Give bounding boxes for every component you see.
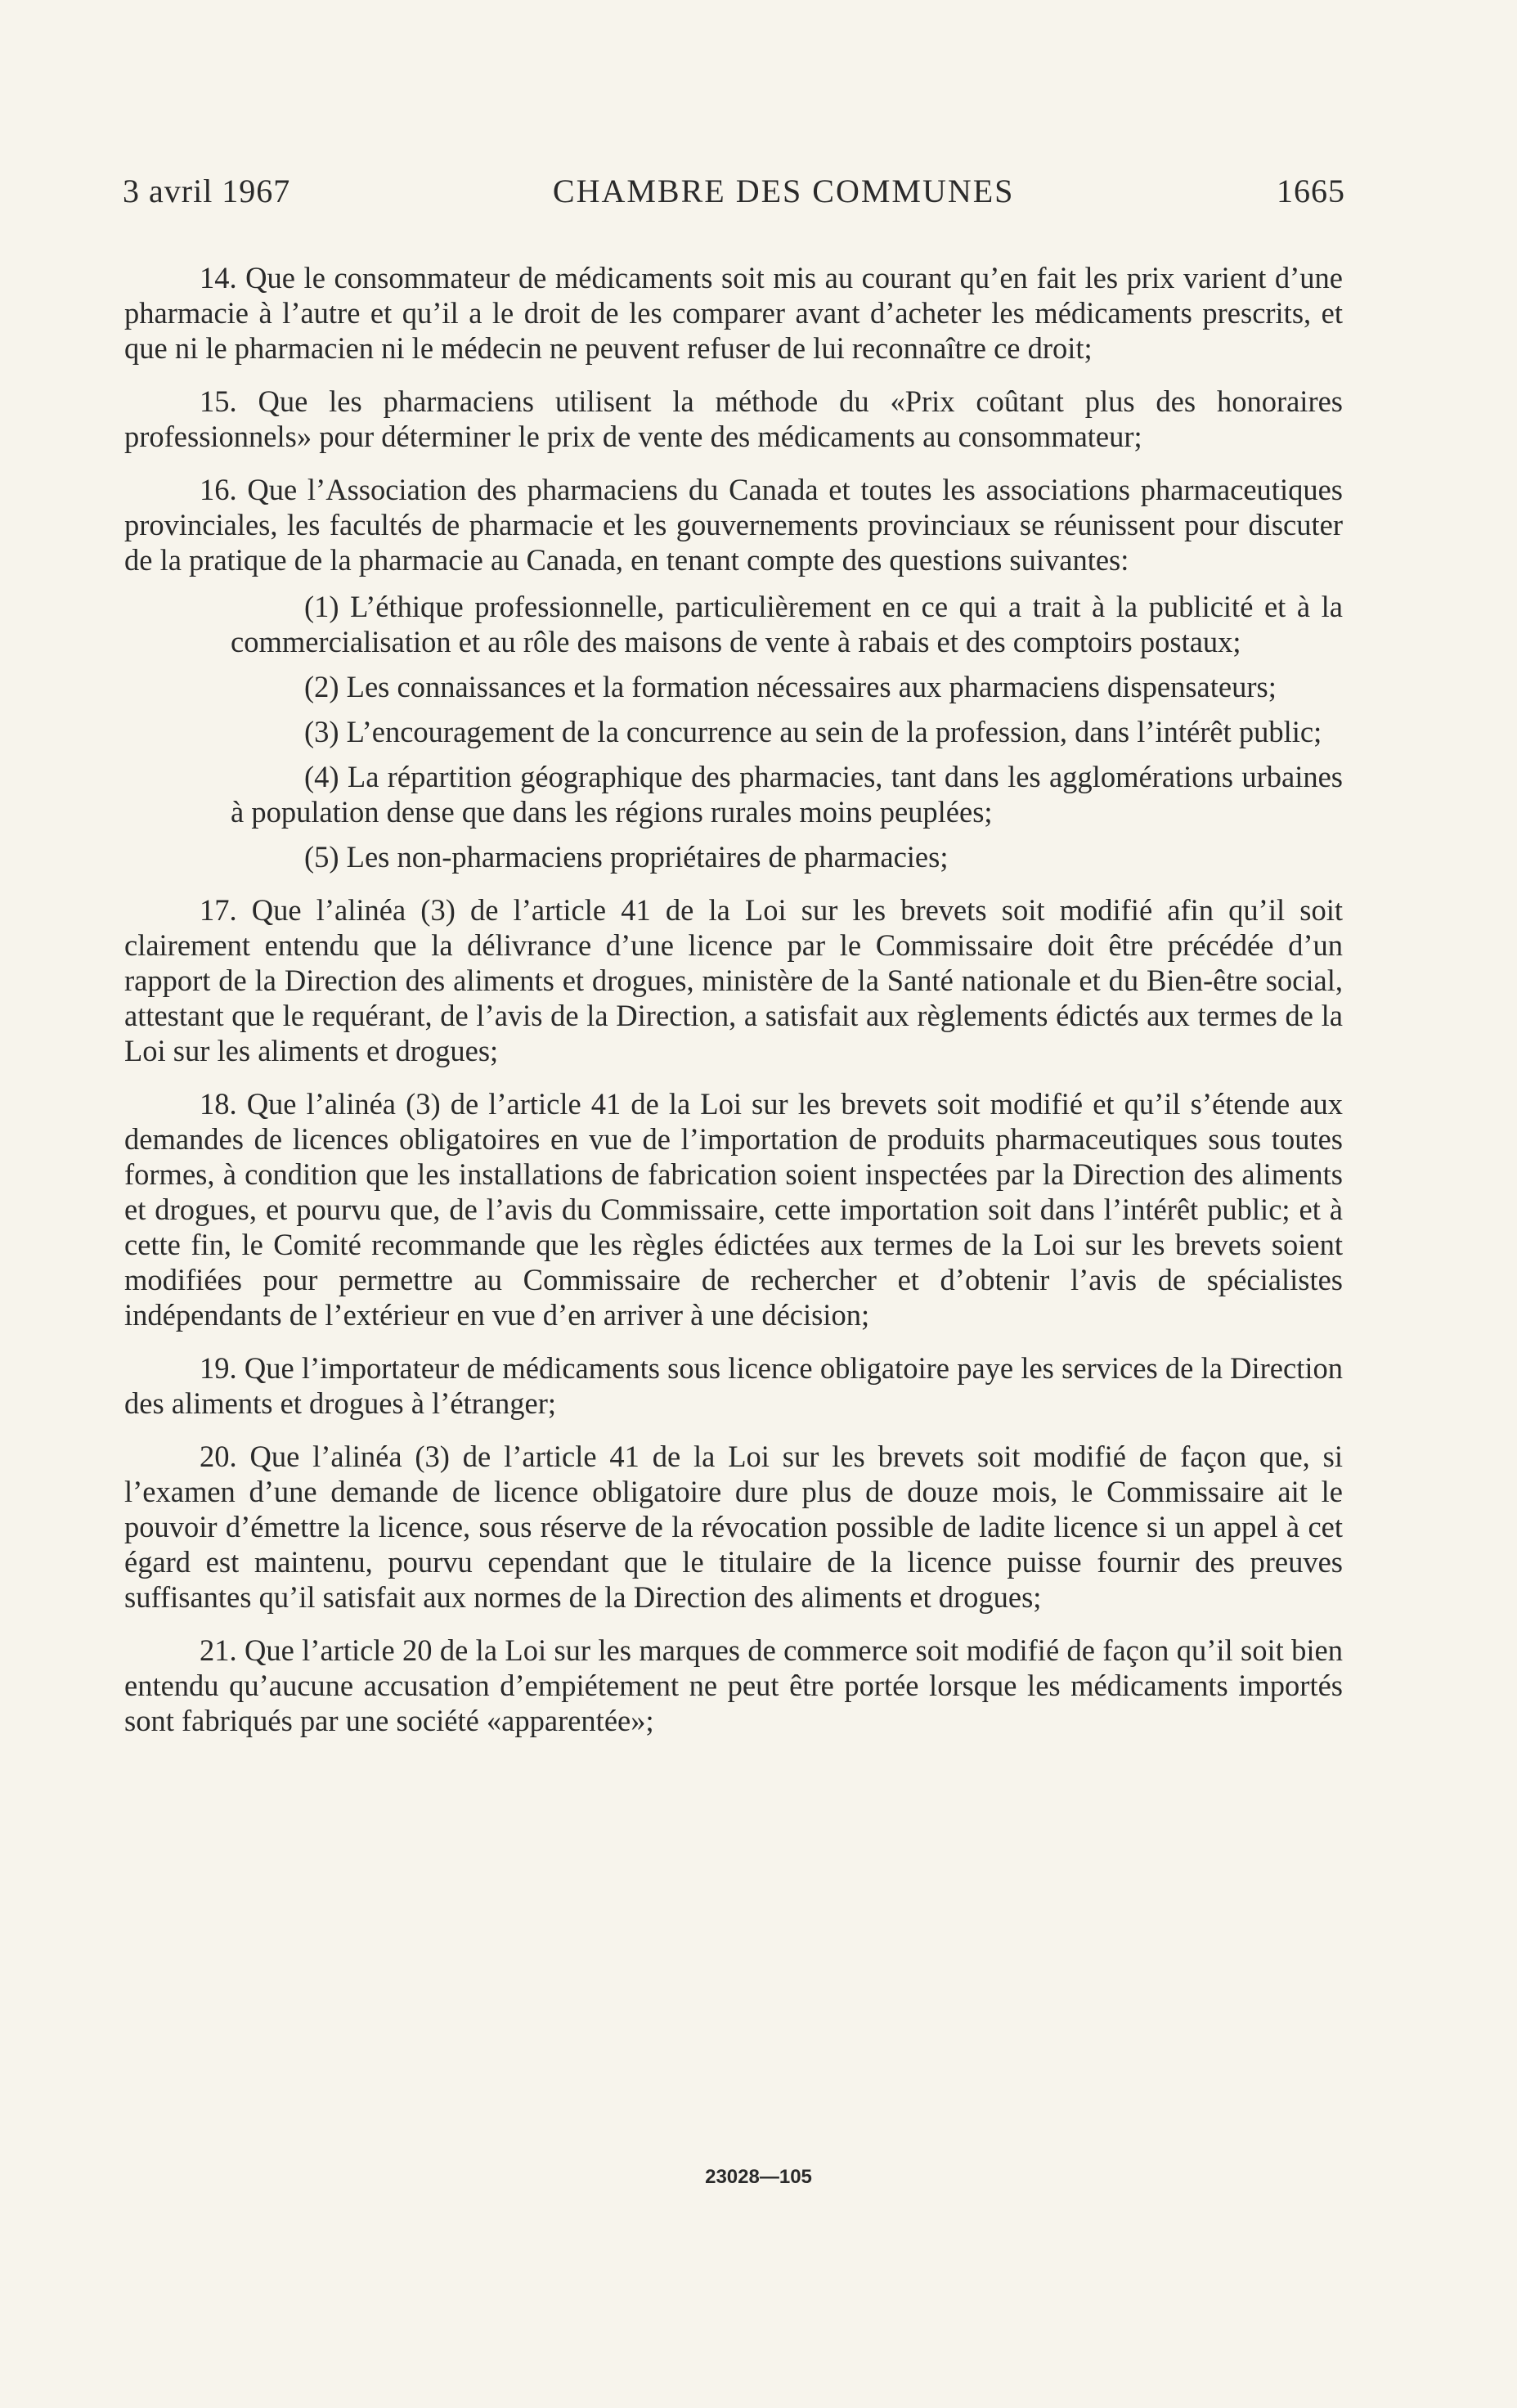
- page-number: 1665: [1277, 173, 1345, 209]
- paragraph-15: 15. Que les pharmaciens utilisent la méthode du «Prix coûtant plus des honoraires professionnels» pour déterminer le prix de vente des médicaments au consommateur;: [124, 384, 1343, 453]
- subitem-1: (1) L’éthique professionnelle, particulièrement en ce qui a trait à la publicité et à la commercialisation et au rôle des maisons de vente à rabais et des comptoirs postaux;: [231, 590, 1343, 658]
- subitem-2: (2) Les connaissances et la formation nécessaires aux pharmaciens dispensateurs;: [304, 670, 1277, 703]
- document-body: [124, 260, 1343, 1756]
- paragraph-19: 19. Que l’importateur de médicaments sous licence obligatoire paye les services de la Direction des aliments et drogues à l’étranger;: [124, 1351, 1343, 1420]
- footer-code: 23028—105: [705, 2166, 812, 2188]
- subitem-5: (5) Les non-pharmaciens propriétaires de pharmacies;: [304, 840, 949, 874]
- paragraph-18: 18. Que l’alinéa (3) de l’article 41 de la Loi sur les brevets soit modifié et qu’il s’étende aux demandes de licences obligatoires en vue de l’importation de produits pharmaceutiques sous toutes formes, à condition que les installations de fabrication soient inspectées par la Direction des aliments et drogues, et pourvu que, de l’avis du Commissaire, cette importation soit dans l’intérêt public; et à cette fin, le Comité recommande que les règles édictées aux termes de la Loi sur les brevets soient modifiées pour permettre au Commissaire de rechercher et d’obtenir l’avis de spécialistes indépendants de l’extérieur en vue d’en arriver à une décision;: [124, 1087, 1343, 1332]
- header-title: CHAMBRE DES COMMUNES: [552, 173, 1015, 209]
- paragraph-14: 14. Que le consommateur de médicaments soit mis au courant qu’en fait les prix varient d’une pharmacie à l’autre et qu’il a le droit de les comparer avant d’acheter les médicaments prescrits, et que ni le pharmacien ni le médecin ne peuvent refuser de lui reconnaître ce droit;: [124, 261, 1343, 365]
- subitem-4: (4) La répartition géographique des pharmacies, tant dans les agglomérations urbaines à population dense que dans les régions rurales moins peuplées;: [231, 760, 1343, 829]
- page-header: [123, 172, 1345, 210]
- paragraph-21: 21. Que l’article 20 de la Loi sur les marques de commerce soit modifié de façon qu’il soit bien entendu qu’aucune accusation d’empiétement ne peut être portée lorsque les médicaments importés sont fabriqués par une société «apparentée»;: [124, 1633, 1343, 1737]
- paragraph-20: 20. Que l’alinéa (3) de l’article 41 de la Loi sur les brevets soit modifié de façon que, si l’examen d’une demande de licence obligatoire dure plus de douze mois, le Commissaire ait le pouvoir d’émettre la licence, sous réserve de la révocation possible de ladite licence si un appel à cet égard est maintenu, pourvu cependant que le titulaire de la licence puisse fournir des preuves suffisantes qu’il satisfait aux normes de la Direction des aliments et drogues;: [124, 1440, 1343, 1614]
- paragraph-16: 16. Que l’Association des pharmaciens du Canada et toutes les associations pharmaceutiques provinciales, les facultés de pharmacie et les gouvernements provinciaux se réunissent pour discuter de la pratique de la pharmacie au Canada, en tenant compte des questions suivantes:: [124, 473, 1343, 577]
- header-date: 3 avril 1967: [123, 173, 291, 209]
- subitem-3: (3) L’encouragement de la concurrence au sein de la profession, dans l’intérêt public;: [304, 715, 1322, 748]
- paragraph-17: 17. Que l’alinéa (3) de l’article 41 de la Loi sur les brevets soit modifié afin qu’il soit clairement entendu que la délivrance d’une licence par le Commissaire doit être précédée d’un rapport de la Direction des aliments et drogues, ministère de la Santé nationale et du Bien-être social, attestant que le requérant, de l’avis de la Direction, a satisfait aux règlements édictés aux termes de la Loi sur les aliments et drogues;: [124, 893, 1343, 1067]
